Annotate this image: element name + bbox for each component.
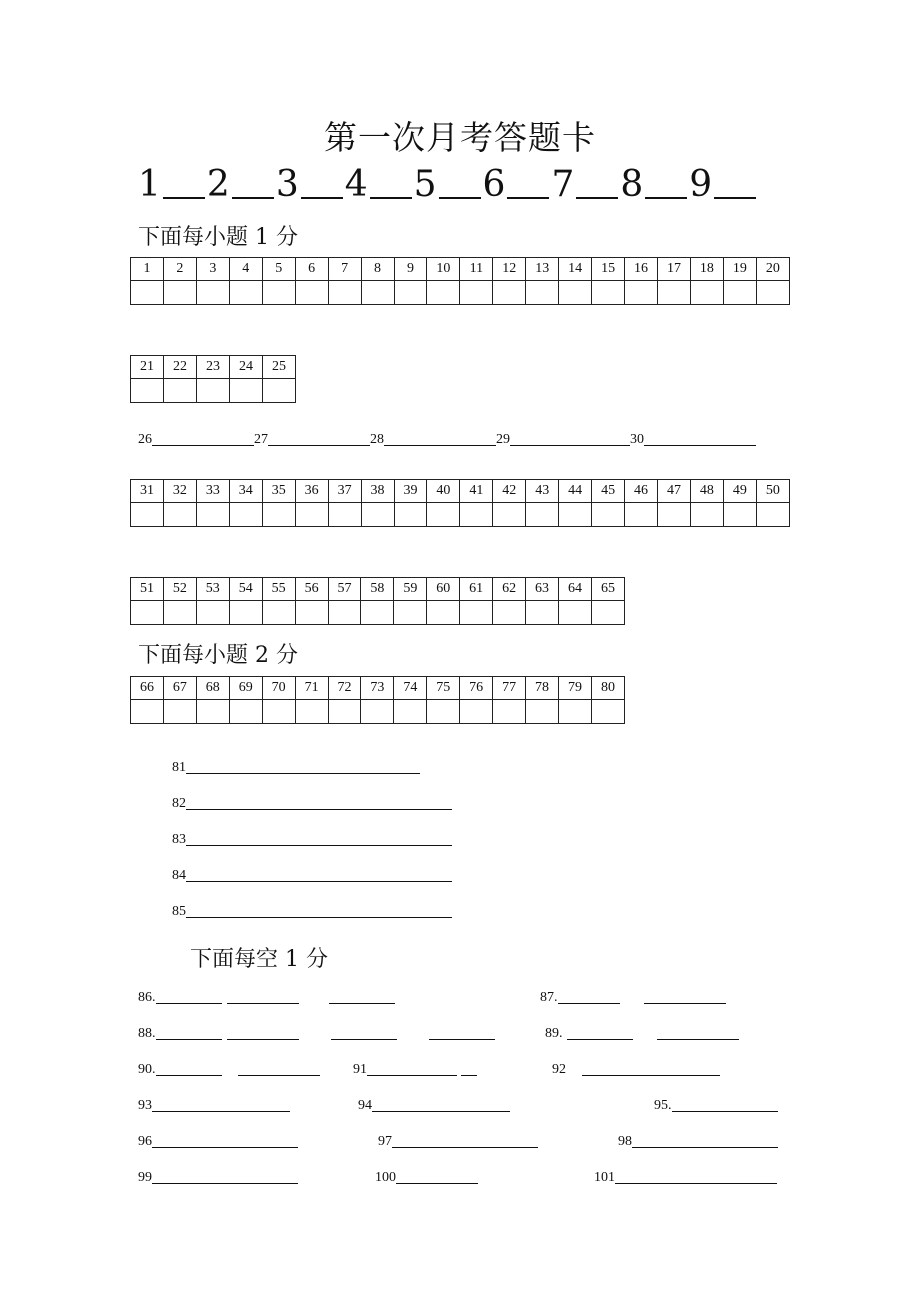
question-number-cell: 31: [131, 480, 164, 503]
answer-blank[interactable]: [238, 1074, 320, 1076]
question-number-cell: 11: [460, 258, 493, 281]
question-number-row: [131, 677, 625, 700]
question-number-cell: 78: [526, 677, 559, 700]
question-number: 95.: [654, 1098, 672, 1113]
answer-row: [131, 700, 625, 724]
question-number: 87.: [540, 990, 558, 1005]
question-number-cell: 4: [229, 258, 262, 281]
question-number: 28: [370, 432, 384, 447]
answer-cell[interactable]: [230, 379, 263, 403]
answer-cell[interactable]: [131, 601, 164, 625]
answer-blank[interactable]: [644, 1002, 726, 1004]
question-number: 99: [138, 1170, 152, 1185]
question-number-cell: 79: [558, 677, 591, 700]
answer-cell[interactable]: [196, 700, 229, 724]
answer-cell[interactable]: [295, 601, 328, 625]
answer-cell[interactable]: [592, 503, 625, 527]
fill-question-86: [138, 990, 395, 1006]
answer-cell[interactable]: [558, 601, 591, 625]
answer-blank[interactable]: [645, 196, 687, 199]
top-answer-row: [138, 164, 758, 205]
answer-cell[interactable]: [163, 601, 196, 625]
answer-blank[interactable]: [156, 1002, 222, 1004]
question-number-cell: 33: [196, 480, 229, 503]
question-number-cell: 9: [394, 258, 427, 281]
answer-cell[interactable]: [526, 503, 559, 527]
question-number-cell: 58: [361, 578, 394, 601]
fill-question-100: [375, 1170, 478, 1186]
answer-cell[interactable]: [526, 281, 559, 305]
question-number: 86.: [138, 990, 156, 1005]
question-number-cell: 59: [394, 578, 427, 601]
question-number: 1: [138, 164, 161, 205]
answer-grid-51-65: [130, 577, 625, 625]
question-number-cell: 62: [493, 578, 526, 601]
answer-cell[interactable]: [591, 601, 624, 625]
answer-blank[interactable]: [186, 880, 452, 882]
answer-cell[interactable]: [460, 700, 493, 724]
question-number: 8: [620, 164, 644, 205]
question-number: 29: [496, 432, 510, 447]
fill-question-87: [540, 990, 726, 1006]
question-number-cell: 38: [361, 480, 394, 503]
answer-grid-1-20: [130, 257, 790, 305]
answer-cell[interactable]: [493, 700, 526, 724]
answer-blank[interactable]: [632, 1146, 778, 1148]
question-number-cell: 68: [196, 677, 229, 700]
answer-cell[interactable]: [427, 503, 460, 527]
answer-cell[interactable]: [591, 700, 624, 724]
question-number-cell: 75: [427, 677, 460, 700]
top-answer-item: [276, 164, 345, 205]
answer-cell[interactable]: [526, 601, 559, 625]
top-answer-item: [551, 164, 620, 205]
answer-cell[interactable]: [756, 503, 789, 527]
answer-cell[interactable]: [229, 601, 262, 625]
answer-cell[interactable]: [625, 281, 658, 305]
page-title: 第一次月考答题卡: [324, 118, 596, 157]
question-number-cell: 61: [460, 578, 493, 601]
question-number-cell: 44: [559, 480, 592, 503]
question-number-cell: 35: [262, 480, 295, 503]
answer-cell[interactable]: [361, 700, 394, 724]
answer-cell[interactable]: [295, 281, 328, 305]
question-number-cell: 67: [163, 677, 196, 700]
question-number-cell: 5: [262, 258, 295, 281]
answer-cell[interactable]: [427, 281, 460, 305]
question-number-row: [131, 258, 790, 281]
fill-question-97: [378, 1134, 538, 1150]
question-number-cell: 45: [592, 480, 625, 503]
question-number: 90.: [138, 1062, 156, 1077]
question-number-cell: 54: [229, 578, 262, 601]
answer-cell[interactable]: [493, 281, 526, 305]
question-number: 26: [138, 432, 152, 447]
answer-cell[interactable]: [625, 503, 658, 527]
answer-cell[interactable]: [592, 281, 625, 305]
question-number-cell: 37: [328, 480, 361, 503]
answer-blank[interactable]: [268, 444, 370, 446]
question-number: 82: [172, 796, 186, 811]
question-number-cell: 25: [263, 356, 296, 379]
question-number-cell: 64: [558, 578, 591, 601]
fill-question-95: [654, 1098, 778, 1114]
answer-blank[interactable]: [510, 444, 630, 446]
question-number-cell: 15: [592, 258, 625, 281]
answer-blank[interactable]: [657, 1038, 739, 1040]
answer-blank[interactable]: [672, 1110, 778, 1112]
answer-cell[interactable]: [460, 503, 493, 527]
answer-cell[interactable]: [493, 503, 526, 527]
answer-cell[interactable]: [196, 281, 229, 305]
answer-cell[interactable]: [196, 601, 229, 625]
question-number-cell: 69: [229, 677, 262, 700]
fill-question-94: [358, 1098, 510, 1114]
answer-cell[interactable]: [394, 281, 427, 305]
answer-cell[interactable]: [394, 503, 427, 527]
question-number-cell: 13: [526, 258, 559, 281]
question-number-cell: 36: [295, 480, 328, 503]
fill-question-93: [138, 1098, 290, 1114]
answer-blank[interactable]: [644, 444, 756, 446]
answer-cell[interactable]: [361, 503, 394, 527]
question-number: 2: [206, 164, 230, 205]
question-number-cell: 66: [131, 677, 164, 700]
question-number-cell: 48: [690, 480, 723, 503]
answer-cell[interactable]: [163, 503, 196, 527]
question-number: 88.: [138, 1026, 156, 1041]
top-answer-item: [138, 164, 207, 205]
question-number-cell: 7: [328, 258, 361, 281]
answer-cell[interactable]: [493, 601, 526, 625]
answer-blank[interactable]: [329, 1002, 395, 1004]
question-number-cell: 19: [723, 258, 756, 281]
question-number-cell: 17: [658, 258, 691, 281]
top-answer-item: [689, 164, 758, 205]
answer-cell[interactable]: [196, 503, 229, 527]
section-heading-blank-one-point: 下面每空 1 分: [190, 947, 328, 972]
answer-cell[interactable]: [394, 601, 427, 625]
answer-row: [131, 601, 625, 625]
answer-cell[interactable]: [229, 281, 262, 305]
answer-cell[interactable]: [658, 281, 691, 305]
question-number-cell: 74: [394, 677, 427, 700]
question-number-cell: 18: [690, 258, 723, 281]
answer-cell[interactable]: [361, 601, 394, 625]
question-number-cell: 72: [328, 677, 361, 700]
question-number: 5: [413, 164, 437, 205]
fill-question-99: [138, 1170, 298, 1186]
answer-blank[interactable]: [558, 1002, 620, 1004]
answer-blank[interactable]: [429, 1038, 495, 1040]
answer-blank[interactable]: [186, 916, 452, 918]
fill-blanks-26-30: [138, 432, 756, 448]
answer-cell[interactable]: [559, 281, 592, 305]
question-number-cell: 50: [756, 480, 789, 503]
question-number-cell: 40: [427, 480, 460, 503]
answer-row: [131, 379, 296, 403]
answer-blank[interactable]: [156, 1074, 222, 1076]
question-number-cell: 32: [163, 480, 196, 503]
question-number-row: [131, 578, 625, 601]
answer-cell[interactable]: [131, 379, 164, 403]
question-number: 27: [254, 432, 268, 447]
question-number-cell: 10: [427, 258, 460, 281]
question-number-cell: 49: [723, 480, 756, 503]
question-number-cell: 43: [526, 480, 559, 503]
question-number-cell: 56: [295, 578, 328, 601]
top-answer-item: [414, 164, 483, 205]
answer-grid-66-80: [130, 676, 625, 724]
answer-blank[interactable]: [396, 1182, 478, 1184]
answer-blank[interactable]: [372, 1110, 510, 1112]
question-number-cell: 34: [229, 480, 262, 503]
long-answer-line: [172, 868, 452, 884]
answer-cell[interactable]: [690, 503, 723, 527]
answer-cell[interactable]: [559, 503, 592, 527]
answer-blank[interactable]: [186, 808, 452, 810]
answer-blank[interactable]: [439, 196, 481, 199]
question-number-cell: 3: [196, 258, 229, 281]
answer-blank[interactable]: [507, 196, 549, 199]
fill-question-88: [138, 1026, 495, 1042]
question-number-row: [131, 480, 790, 503]
answer-blank[interactable]: [156, 1038, 222, 1040]
answer-cell[interactable]: [460, 601, 493, 625]
answer-cell[interactable]: [328, 503, 361, 527]
question-number-cell: 22: [164, 356, 197, 379]
answer-cell[interactable]: [723, 281, 756, 305]
question-number: 98: [618, 1134, 632, 1149]
answer-blank[interactable]: [331, 1038, 397, 1040]
answer-cell[interactable]: [262, 281, 295, 305]
question-number-cell: 16: [625, 258, 658, 281]
answer-cell[interactable]: [164, 379, 197, 403]
question-number-cell: 39: [394, 480, 427, 503]
fill-question-90: [138, 1062, 320, 1078]
question-number-cell: 63: [526, 578, 559, 601]
answer-cell[interactable]: [262, 601, 295, 625]
answer-cell[interactable]: [262, 700, 295, 724]
answer-cell[interactable]: [328, 281, 361, 305]
answer-cell[interactable]: [263, 379, 296, 403]
answer-cell[interactable]: [262, 503, 295, 527]
question-number-cell: 57: [328, 578, 361, 601]
answer-blank[interactable]: [576, 196, 618, 199]
question-number-cell: 6: [295, 258, 328, 281]
question-number: 9: [689, 164, 713, 205]
answer-blank[interactable]: [301, 196, 343, 199]
answer-cell[interactable]: [427, 700, 460, 724]
long-answer-line: [172, 760, 420, 776]
answer-blank[interactable]: [227, 1002, 299, 1004]
question-number-cell: 8: [361, 258, 394, 281]
answer-blank[interactable]: [615, 1182, 777, 1184]
question-number: 6: [482, 164, 506, 205]
question-number: 89.: [545, 1026, 563, 1041]
answer-blank[interactable]: [152, 1182, 298, 1184]
fill-question-101: [594, 1170, 777, 1186]
answer-blank[interactable]: [461, 1074, 477, 1076]
top-answer-item: [620, 164, 689, 205]
question-number-cell: 52: [163, 578, 196, 601]
answer-cell[interactable]: [131, 700, 164, 724]
question-number-cell: 20: [756, 258, 789, 281]
fill-question-98: [618, 1134, 778, 1150]
question-number: 96: [138, 1134, 152, 1149]
answer-blank[interactable]: [714, 196, 756, 199]
section-heading-two-points: 下面每小题 2 分: [138, 643, 298, 668]
question-number: 85: [172, 904, 186, 919]
top-answer-item: [207, 164, 276, 205]
question-number: 3: [275, 164, 299, 205]
answer-cell[interactable]: [131, 281, 164, 305]
answer-row: [131, 281, 790, 305]
answer-cell[interactable]: [328, 700, 361, 724]
answer-blank[interactable]: [370, 196, 412, 199]
answer-cell[interactable]: [460, 281, 493, 305]
question-number-cell: 70: [262, 677, 295, 700]
question-number-cell: 76: [460, 677, 493, 700]
answer-grid-31-50: [130, 479, 790, 527]
answer-cell[interactable]: [558, 700, 591, 724]
answer-cell[interactable]: [756, 281, 789, 305]
question-number-cell: 77: [493, 677, 526, 700]
question-number: 97: [378, 1134, 392, 1149]
question-number-cell: 12: [493, 258, 526, 281]
question-number-cell: 2: [163, 258, 196, 281]
question-number: 4: [344, 164, 368, 205]
answer-cell[interactable]: [163, 700, 196, 724]
question-number-cell: 42: [493, 480, 526, 503]
answer-blank[interactable]: [152, 1146, 298, 1148]
question-number: 100: [375, 1170, 396, 1185]
answer-cell[interactable]: [658, 503, 691, 527]
question-number-cell: 73: [361, 677, 394, 700]
section-heading-one-point: 下面每小题 1 分: [138, 225, 298, 250]
question-number-cell: 41: [460, 480, 493, 503]
answer-row: [131, 503, 790, 527]
question-number: 101: [594, 1170, 615, 1185]
answer-blank[interactable]: [567, 1038, 633, 1040]
answer-cell[interactable]: [295, 700, 328, 724]
answer-cell[interactable]: [690, 281, 723, 305]
question-number-cell: 71: [295, 677, 328, 700]
question-number: 84: [172, 868, 186, 883]
question-number: 91: [353, 1062, 367, 1077]
answer-blank[interactable]: [152, 1110, 290, 1112]
answer-cell[interactable]: [229, 700, 262, 724]
answer-grid-21-25: [130, 355, 296, 403]
answer-blank[interactable]: [367, 1074, 457, 1076]
answer-cell[interactable]: [361, 281, 394, 305]
answer-cell[interactable]: [394, 700, 427, 724]
answer-blank[interactable]: [163, 196, 205, 199]
top-answer-item: [345, 164, 414, 205]
answer-cell[interactable]: [427, 601, 460, 625]
question-number: 30: [630, 432, 644, 447]
answer-cell[interactable]: [526, 700, 559, 724]
answer-blank[interactable]: [232, 196, 274, 199]
answer-blank[interactable]: [384, 444, 496, 446]
answer-blank[interactable]: [186, 772, 420, 774]
question-number-cell: 80: [591, 677, 624, 700]
answer-cell[interactable]: [197, 379, 230, 403]
fill-question-91: [353, 1062, 477, 1078]
top-answer-item: [483, 164, 552, 205]
answer-blank[interactable]: [582, 1074, 720, 1076]
question-number-cell: 24: [230, 356, 263, 379]
answer-cell[interactable]: [229, 503, 262, 527]
answer-blank[interactable]: [392, 1146, 538, 1148]
long-answer-line: [172, 796, 452, 812]
question-number-cell: 53: [196, 578, 229, 601]
answer-blank[interactable]: [227, 1038, 299, 1040]
answer-blank[interactable]: [186, 844, 452, 846]
fill-question-92: [552, 1062, 720, 1078]
question-number-cell: 46: [625, 480, 658, 503]
long-answer-line: [172, 904, 452, 920]
answer-cell[interactable]: [163, 281, 196, 305]
question-number: 81: [172, 760, 186, 775]
question-number: 83: [172, 832, 186, 847]
answer-blank[interactable]: [152, 444, 254, 446]
fill-question-96: [138, 1134, 298, 1150]
answer-cell[interactable]: [328, 601, 361, 625]
question-number-cell: 65: [591, 578, 624, 601]
answer-cell[interactable]: [131, 503, 164, 527]
question-number-cell: 14: [559, 258, 592, 281]
fill-question-89: [545, 1026, 739, 1042]
question-number: 7: [551, 164, 575, 205]
question-number-cell: 1: [131, 258, 164, 281]
question-number: 92: [552, 1062, 566, 1077]
question-number-cell: 47: [658, 480, 691, 503]
question-number-cell: 55: [262, 578, 295, 601]
question-number-cell: 23: [197, 356, 230, 379]
question-number-row: [131, 356, 296, 379]
question-number-cell: 60: [427, 578, 460, 601]
question-number-cell: 21: [131, 356, 164, 379]
question-number: 94: [358, 1098, 372, 1113]
long-answer-line: [172, 832, 452, 848]
question-number-cell: 51: [131, 578, 164, 601]
answer-cell[interactable]: [295, 503, 328, 527]
question-number: 93: [138, 1098, 152, 1113]
answer-cell[interactable]: [723, 503, 756, 527]
